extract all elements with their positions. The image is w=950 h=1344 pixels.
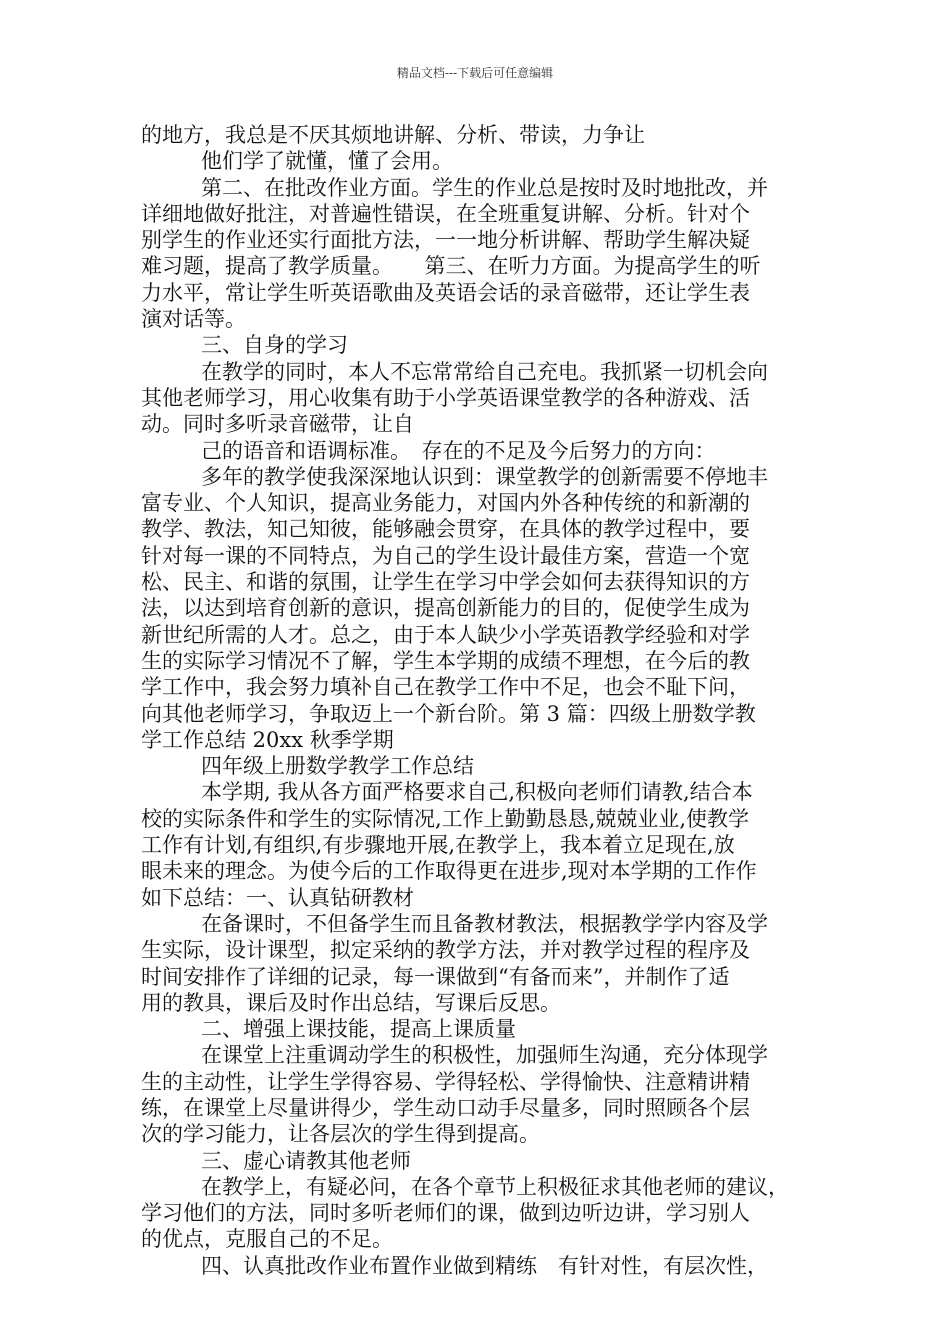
text-line: 己的语音和语调标准。 存在的不足及今后努力的方向： <box>201 438 716 463</box>
text-line: 的地方，我总是不厌其烦地讲解、分析、带读，力争让 <box>141 123 645 147</box>
text-line: 他们学了就懂，懂了会用。 <box>201 149 453 174</box>
text-line: 学工作总结 20xx 秋季学期 <box>141 727 394 752</box>
page-header: 精品文档---下载后可任意编辑 <box>396 66 554 80</box>
text-line: 三、自身的学习 <box>201 333 348 358</box>
text-line: 难习题，提高了教学质量。 第三、在听力方面。为提高学生的听 <box>141 254 761 279</box>
text-line: 三、虚心请教其他老师 <box>201 1148 411 1173</box>
text-line: 富专业、个人知识，提高业务能力，对国内外各种传统的和新潮的 <box>141 491 750 516</box>
text-line: 四、认真批改作业布置作业做到精练 有针对性，有层次性， <box>201 1253 768 1278</box>
text-line: 二、增强上课技能，提高上课质量 <box>201 1017 516 1042</box>
text-line: 向其他老师学习，争取迈上一个新台阶。第 3 篇：四级上册数学教 <box>141 701 756 726</box>
text-line: 学习他们的方法，同时多听老师们的课，做到边听边讲，学习别人 <box>141 1201 750 1226</box>
text-line: 松、民主、和谐的氛围，让学生在学习中学会如何去获得知识的方 <box>141 570 750 595</box>
text-line: 如下总结：一、认真钻研教材 <box>141 885 414 910</box>
text-line: 在教学上，有疑必问，在各个章节上积极征求其他老师的建议， <box>201 1174 789 1199</box>
text-line: 生的主动性，让学生学得容易、学得轻松、学得愉快、注意精讲精 <box>141 1069 750 1094</box>
text-line: 演对话等。 <box>141 307 246 332</box>
text-line: 针对每一课的不同特点，为自己的学生设计最佳方案，营造一个宽 <box>141 543 750 568</box>
text-line: 在教学的同时，本人不忘常常给自己充电。我抓紧一切机会向 <box>201 359 768 384</box>
text-line: 教学、教法，知己知彼，能够融会贯穿，在具体的教学过程中，要 <box>141 517 750 542</box>
text-line: 学工作中，我会努力填补自己在教学工作中不足，也会不耻下问， <box>141 675 750 700</box>
text-line: 校的实际条件和学生的实际情况,工作上勤勤恳恳,兢兢业业,使教学 <box>141 806 750 831</box>
text-line: 力水平，常让学生听英语歌曲及英语会话的录音磁带，还让学生表 <box>141 280 750 305</box>
text-line: 练，在课堂上尽量讲得少，学生动口动手尽量多，同时照顾各个层 <box>141 1095 750 1120</box>
document-body <box>141 122 816 1279</box>
text-line: 用的教具，课后及时作出总结，写课后反思。 <box>141 990 561 1015</box>
text-line: 时间安排作了详细的记录，每一课做到“有备而来”，并制作了适 <box>141 964 730 989</box>
text-line: 其他老师学习，用心收集有助于小学英语课堂教学的各种游戏、活 <box>141 385 750 410</box>
text-line: 详细地做好批注，对普遍性错误，在全班重复讲解、分析。针对个 <box>141 201 750 226</box>
text-line: 次的学习能力，让各层次的学生得到提高。 <box>141 1122 540 1147</box>
text-line: 在课堂上注重调动学生的积极性，加强师生沟通，充分体现学 <box>201 1043 768 1068</box>
text-line: 生实际，设计课型，拟定采纳的教学方法，并对教学过程的程序及 <box>141 938 750 963</box>
text-line: 生的实际学习情况不了解，学生本学期的成绩不理想，在今后的教 <box>141 648 750 673</box>
text-line: 眼未来的理念。为使今后的工作取得更在进步,现对本学期的工作作 <box>141 859 757 884</box>
text-line: 的优点，克服自己的不足。 <box>141 1227 393 1252</box>
text-line: 四年级上册数学教学工作总结 <box>201 754 474 779</box>
text-line: 别学生的作业还实行面批方法，一一地分析讲解、帮助学生解决疑 <box>141 228 750 253</box>
text-line: 多年的教学使我深深地认识到：课堂教学的创新需要不停地丰 <box>201 464 768 489</box>
text-line: 法，以达到培育创新的意识，提高创新能力的目的，促使学生成为 <box>141 596 750 621</box>
text-line: 在备课时，不但备学生而且备教材教法，根据教学学内容及学 <box>201 911 768 936</box>
text-line: 动。同时多听录音磁带，让自 <box>141 412 414 437</box>
text-line: 新世纪所需的人才。总之，由于本人缺少小学英语教学经验和对学 <box>141 622 750 647</box>
text-line: 第二、在批改作业方面。学生的作业总是按时及时地批改，并 <box>201 175 768 200</box>
text-line: 本学期, 我从各方面严格要求自己,积极向老师们请教,结合本 <box>201 780 753 805</box>
text-line: 工作有计划,有组织,有步骤地开展,在教学上，我本着立足现在,放 <box>141 833 735 858</box>
